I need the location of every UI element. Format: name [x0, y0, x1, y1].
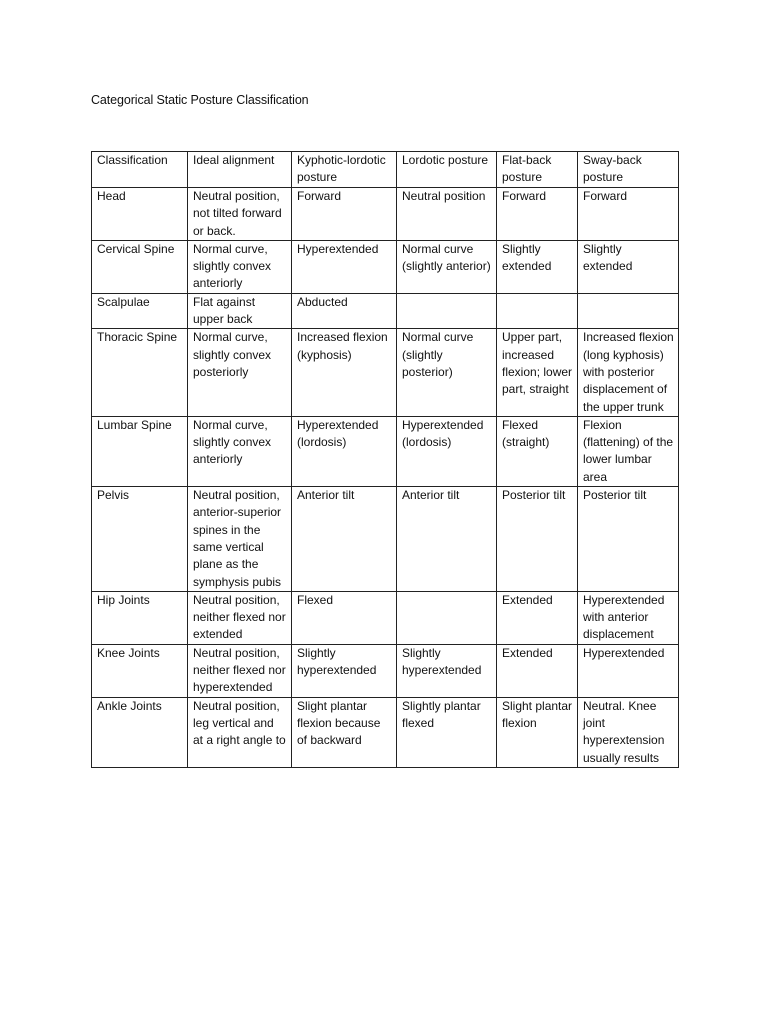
table-cell: Abducted: [292, 293, 397, 329]
table-cell: [578, 293, 679, 329]
posture-classification-table: [91, 151, 679, 768]
table-cell: Flat against upper back: [188, 293, 292, 329]
row-label-cell: Knee Joints: [92, 644, 188, 697]
table-cell: Normal curve, slightly convex anteriorly: [188, 240, 292, 293]
table-cell: Upper part, increased flexion; lower part, straight: [497, 329, 578, 416]
table-cell: Increased flexion (kyphosis): [292, 329, 397, 416]
table-row: [92, 188, 679, 241]
table-cell: Normal curve (slightly anterior): [397, 240, 497, 293]
table-cell: Anterior tilt: [397, 487, 497, 592]
table-cell: Extended: [497, 591, 578, 644]
table-cell: Slightly hyperextended: [397, 644, 497, 697]
table-row: [92, 487, 679, 592]
row-label-cell: Scalpulae: [92, 293, 188, 329]
table-row: [92, 591, 679, 644]
row-label-cell: Hip Joints: [92, 591, 188, 644]
header-cell-flat-back: Flat-back posture: [497, 152, 578, 188]
table-row: [92, 697, 679, 767]
table-cell: Slightly plantar flexed: [397, 697, 497, 767]
table-cell: [397, 591, 497, 644]
row-label-cell: Ankle Joints: [92, 697, 188, 767]
table-cell: Slightly extended: [578, 240, 679, 293]
table-cell: Normal curve, slightly convex anteriorly: [188, 416, 292, 486]
row-label-cell: Cervical Spine: [92, 240, 188, 293]
table-cell: Slight plantar flexion: [497, 697, 578, 767]
table-cell: Hyperextended: [292, 240, 397, 293]
table-cell: Neutral position, leg vertical and at a right angle to: [188, 697, 292, 767]
table-cell: Hyperextended: [578, 644, 679, 697]
table-row: [92, 293, 679, 329]
header-cell-lordotic: Lordotic posture: [397, 152, 497, 188]
header-cell-classification: Classification: [92, 152, 188, 188]
table-cell: Increased flexion (long kyphosis) with posterior displacement of the upper trunk: [578, 329, 679, 416]
table-cell: Anterior tilt: [292, 487, 397, 592]
table-cell: Neutral position: [397, 188, 497, 241]
table-cell: Slightly extended: [497, 240, 578, 293]
table-row: [92, 416, 679, 486]
header-cell-sway-back: Sway-back posture: [578, 152, 679, 188]
table-cell: Flexion (flattening) of the lower lumbar area: [578, 416, 679, 486]
row-label-cell: Pelvis: [92, 487, 188, 592]
header-cell-ideal-alignment: Ideal alignment: [188, 152, 292, 188]
table-cell: Normal curve (slightly posterior): [397, 329, 497, 416]
table-cell: Forward: [497, 188, 578, 241]
table-cell: Flexed (straight): [497, 416, 578, 486]
table-cell: Neutral position, not tilted forward or back.: [188, 188, 292, 241]
table-row: [92, 240, 679, 293]
page-title: Categorical Static Posture Classification: [91, 93, 309, 107]
table-cell: Forward: [578, 188, 679, 241]
table-cell: Neutral position, anterior-superior spines in the same vertical plane as the symphysis pubis: [188, 487, 292, 592]
table-cell: Hyperextended (lordosis): [397, 416, 497, 486]
table-header-row: [92, 152, 679, 188]
table-cell: Neutral. Knee joint hyperextension usually results: [578, 697, 679, 767]
table-cell: Slightly hyperextended: [292, 644, 397, 697]
header-cell-kyphotic-lordotic: Kyphotic-lordotic posture: [292, 152, 397, 188]
table-cell: Slight plantar flexion because of backward: [292, 697, 397, 767]
row-label-cell: Head: [92, 188, 188, 241]
table-cell: [397, 293, 497, 329]
table-cell: [497, 293, 578, 329]
table-cell: Posterior tilt: [578, 487, 679, 592]
row-label-cell: Thoracic Spine: [92, 329, 188, 416]
table-cell: Extended: [497, 644, 578, 697]
table-cell: Normal curve, slightly convex posteriorly: [188, 329, 292, 416]
table-cell: Flexed: [292, 591, 397, 644]
table-cell: Hyperextended with anterior displacement: [578, 591, 679, 644]
table-row: [92, 329, 679, 416]
table-cell: Forward: [292, 188, 397, 241]
table-cell: Hyperextended (lordosis): [292, 416, 397, 486]
row-label-cell: Lumbar Spine: [92, 416, 188, 486]
table-cell: Neutral position, neither flexed nor hyperextended: [188, 644, 292, 697]
table-row: [92, 644, 679, 697]
table-cell: Neutral position, neither flexed nor extended: [188, 591, 292, 644]
table-cell: Posterior tilt: [497, 487, 578, 592]
